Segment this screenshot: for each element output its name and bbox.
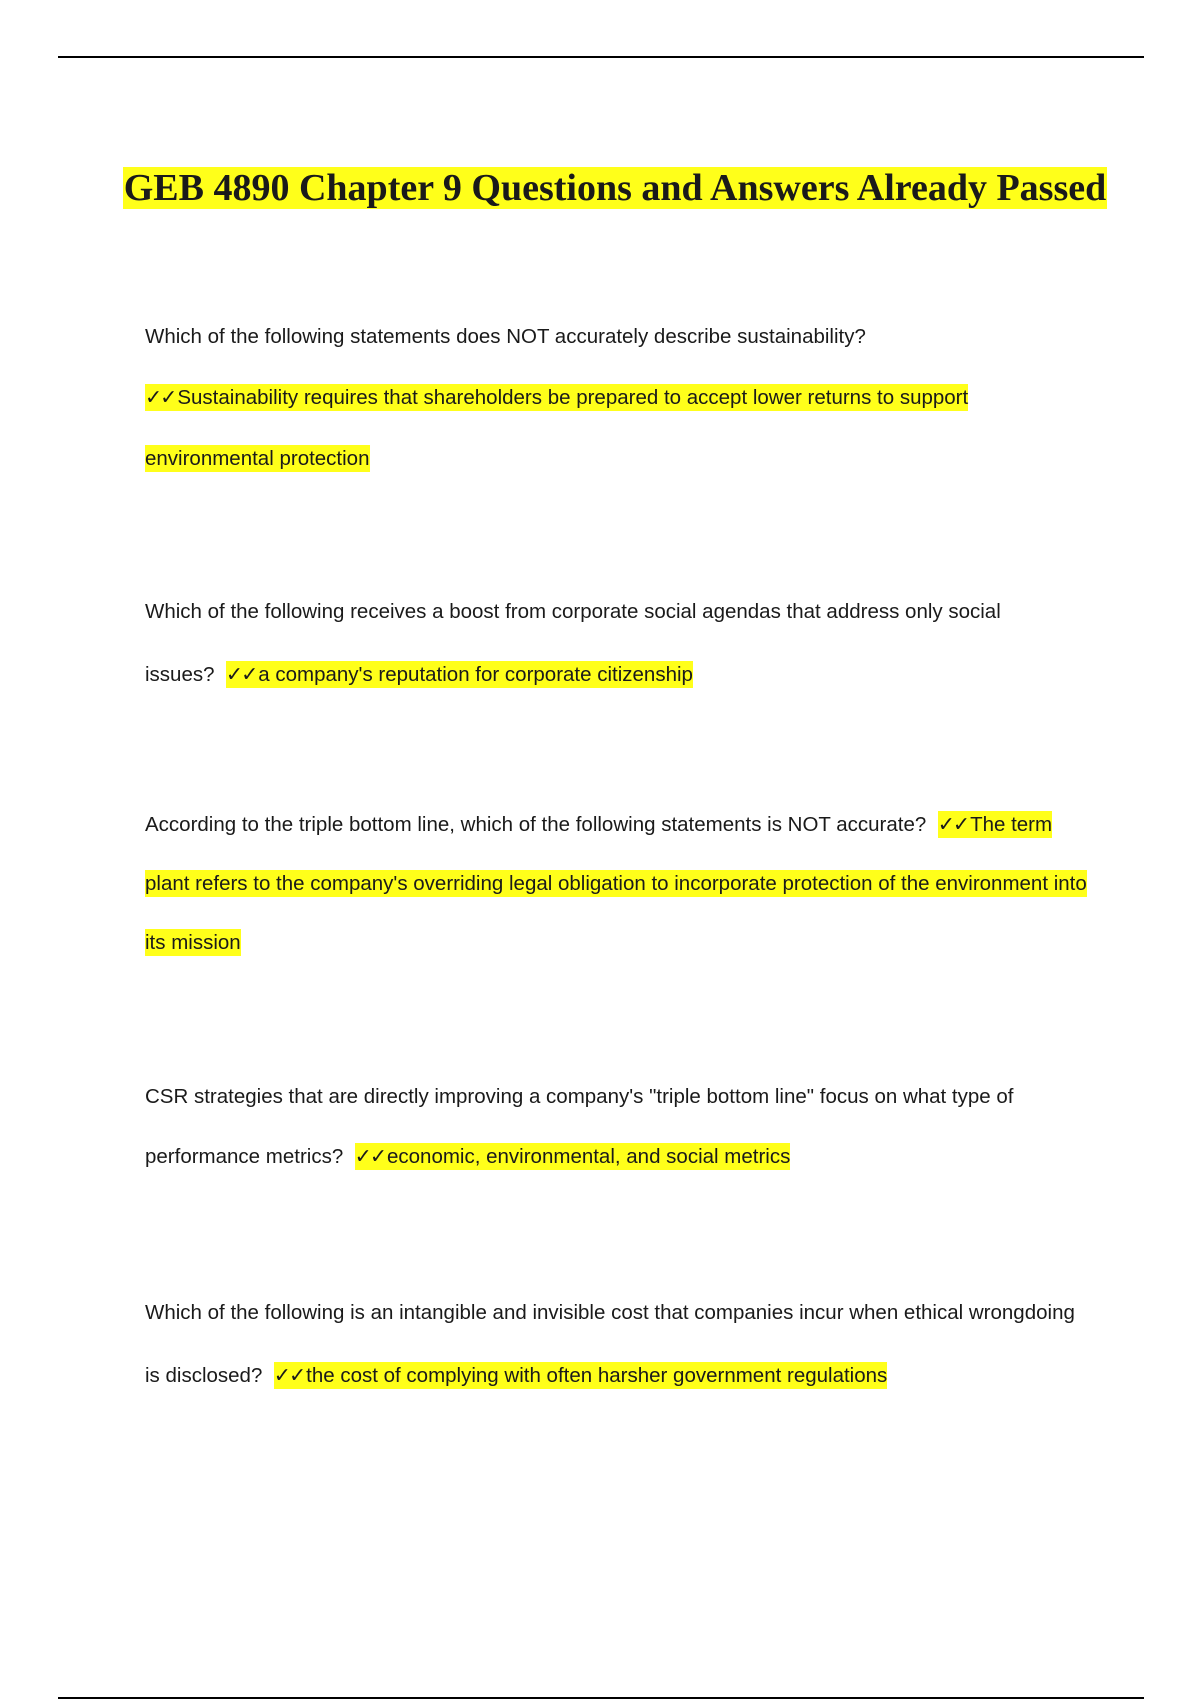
check-mark-icon: ✓✓ xyxy=(937,813,969,836)
qa-item-1 xyxy=(145,306,1095,489)
answer-highlight xyxy=(226,661,693,688)
check-mark-icon: ✓✓ xyxy=(145,386,176,409)
footer-rule xyxy=(58,1697,1144,1699)
question-text: According to the triple bottom line, which of the following statements is NOT accurate? xyxy=(145,813,927,836)
check-mark-icon: ✓✓ xyxy=(354,1145,385,1168)
document-title xyxy=(120,167,1110,209)
answer-highlight xyxy=(145,384,968,472)
header-rule xyxy=(58,56,1144,58)
answer-text: The term plant refers to the company's overriding legal obligation to incorporate protection of the environment into its mission xyxy=(145,813,1087,954)
answer-text: economic, environmental, and social metrics xyxy=(387,1145,791,1168)
qa-item-2 xyxy=(145,580,1095,706)
answer-highlight xyxy=(355,1143,791,1170)
title-highlight: GEB 4890 Chapter 9 Questions and Answers Already Passed xyxy=(123,167,1107,210)
question-text: Which of the following is an intangible and invisible cost that companies incur when ethical wrongdoing is disclosed? xyxy=(145,1301,1075,1387)
answer-text: Sustainability requires that shareholders be prepared to accept lower returns to support environmental protection xyxy=(145,386,969,470)
question-text: CSR strategies that are directly improving a company's "triple bottom line" focus on what type of performance metrics? xyxy=(145,1085,1014,1168)
answer-text: a company's reputation for corporate citizenship xyxy=(258,663,693,686)
qa-item-4 xyxy=(145,1067,1095,1187)
qa-item-5 xyxy=(145,1281,1095,1407)
answer-highlight xyxy=(274,1362,888,1389)
question-text: Which of the following receives a boost from corporate social agendas that address only social issues? xyxy=(145,600,1001,686)
check-mark-icon: ✓✓ xyxy=(225,663,257,686)
qa-item-3 xyxy=(145,795,1095,972)
question-text: Which of the following statements does NOT accurately describe sustainability? xyxy=(145,325,866,348)
answer-text: the cost of complying with often harsher government regulations xyxy=(306,1364,888,1387)
check-mark-icon: ✓✓ xyxy=(273,1364,305,1387)
